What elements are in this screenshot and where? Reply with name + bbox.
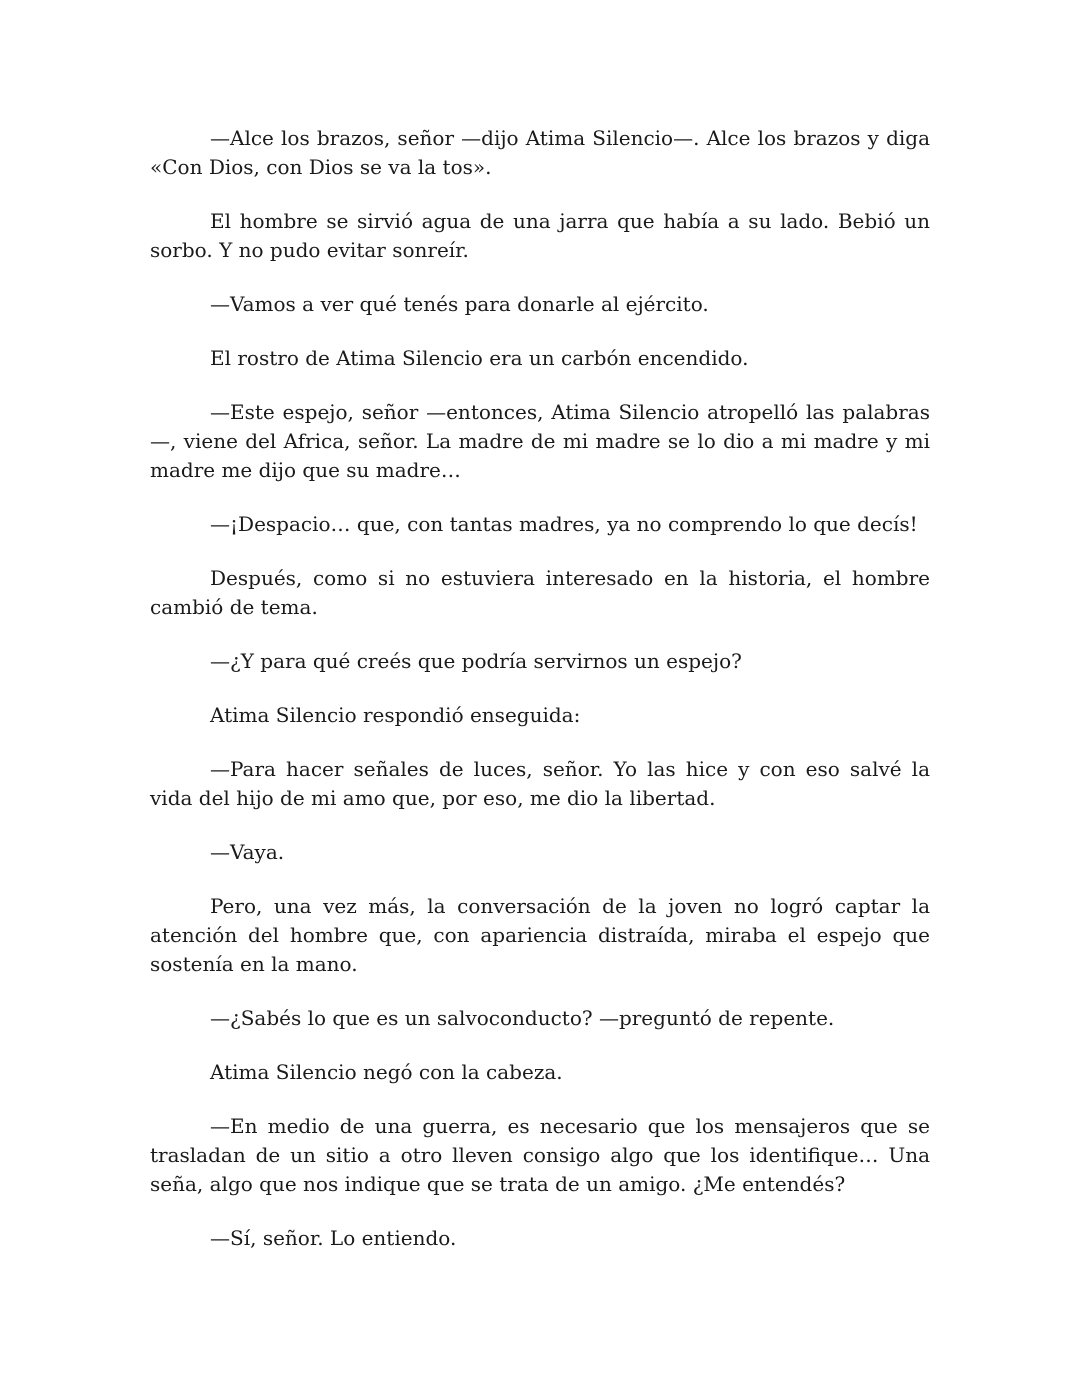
paragraph-7: Después, como si no estuviera interesado en la historia, el hombre cambió de tema. xyxy=(150,566,930,619)
paragraph-6: —¡Despacio… que, con tantas madres, ya no comprendo lo que decís! xyxy=(210,512,918,536)
paragraph-16: —Sí, señor. Lo entiendo. xyxy=(210,1226,457,1250)
paragraph-5: —Este espejo, señor —entonces, Atima Silencio atropelló las palabras—, viene del Africa, señor. La madre de mi madre se lo dio a mi madre y mi madre me dijo que su madre… xyxy=(150,400,930,482)
paragraph-11: —Vaya. xyxy=(210,840,285,864)
paragraph-8: —¿Y para qué creés que podría servirnos un espejo? xyxy=(210,649,742,673)
paragraph-1: —Alce los brazos, señor —dijo Atima Silencio—. Alce los brazos y diga «Con Dios, con Dios se va la tos». xyxy=(150,126,930,179)
paragraph-9: Atima Silencio respondió enseguida: xyxy=(210,703,581,727)
paragraph-15: —En medio de una guerra, es necesario que los mensajeros que se trasladan de un sitio a otro lleven consigo algo que los identifique… Una seña, algo que nos indique que se trata de un amigo. ¿Me entendés? xyxy=(150,1114,930,1196)
paragraph-14: Atima Silencio negó con la cabeza. xyxy=(210,1060,563,1084)
document-page xyxy=(150,124,930,1278)
paragraph-12: Pero, una vez más, la conversación de la joven no logró captar la atención del hombre que, con apariencia distraída, miraba el espejo que sostenía en la mano. xyxy=(150,894,930,976)
paragraph-2: El hombre se sirvió agua de una jarra que había a su lado. Bebió un sorbo. Y no pudo evitar sonreír. xyxy=(150,209,930,262)
paragraph-13: —¿Sabés lo que es un salvoconducto? —preguntó de repente. xyxy=(210,1006,835,1030)
paragraph-3: —Vamos a ver qué tenés para donarle al ejército. xyxy=(210,292,709,316)
paragraph-4: El rostro de Atima Silencio era un carbón encendido. xyxy=(210,346,749,370)
paragraph-10: —Para hacer señales de luces, señor. Yo las hice y con eso salvé la vida del hijo de mi amo que, por eso, me dio la libertad. xyxy=(150,757,930,810)
